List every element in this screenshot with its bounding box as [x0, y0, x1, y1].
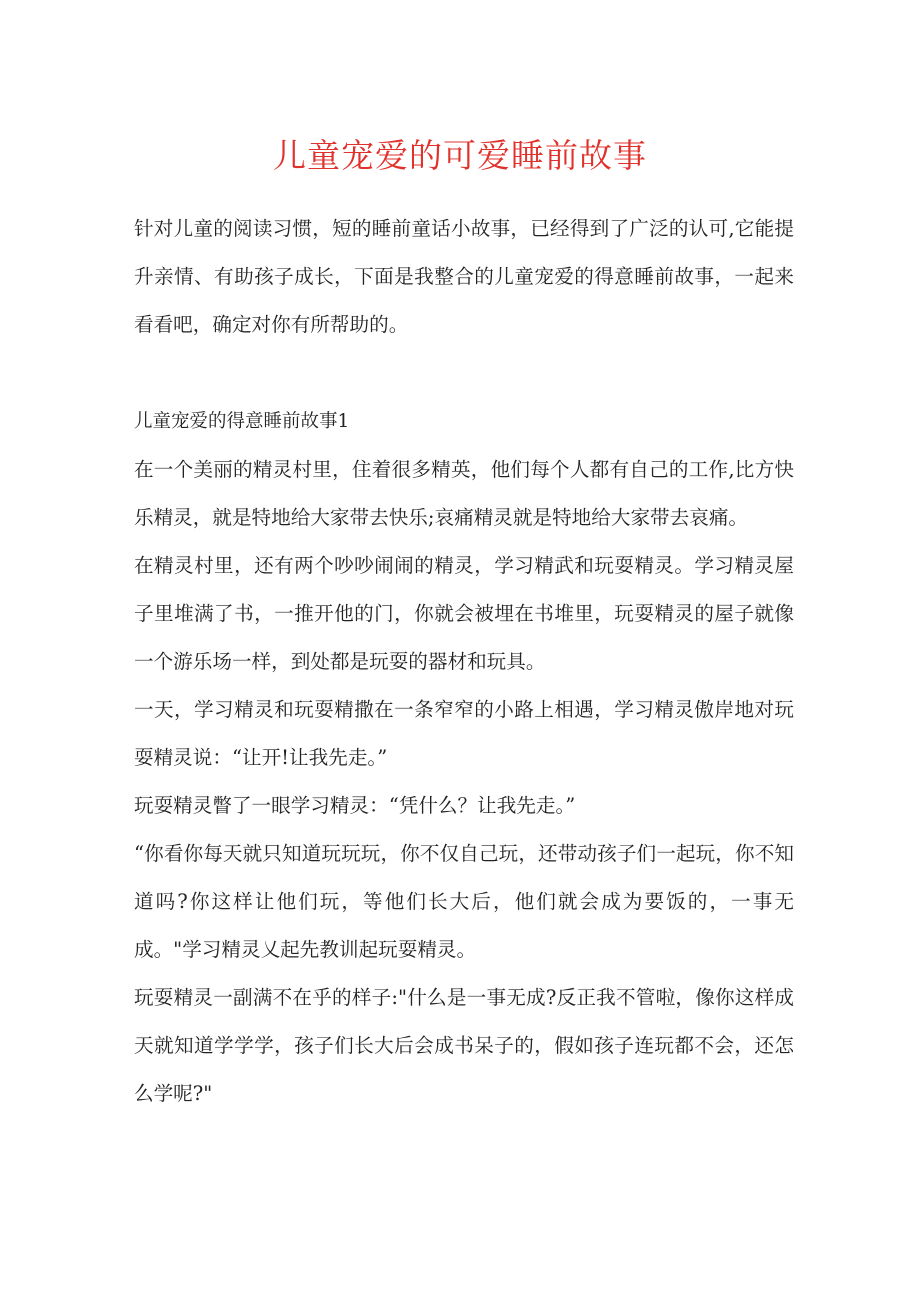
document-title: 儿童宠爱的可爱睡前故事 [273, 136, 647, 175]
story-paragraph: 一天，学习精灵和玩耍精撒在一条窄窄的小路上相遇，学习精灵傲岸地对玩耍精灵说：“让开!让我先走。” [134, 698, 794, 769]
intro-paragraph [134, 205, 794, 349]
story-paragraph: 玩耍精灵瞥了一眼学习精灵：“凭什么？让我先走。” [134, 794, 576, 817]
story-paragraph: “你看你每天就只知道玩玩玩，你不仅自己玩，还带动孩子们一起玩，你不知道吗?你这样让他们玩，等他们长大后，他们就会成为要饭的，一事无成。"学习精灵乂起先教训起玩耍精灵。 [134, 842, 794, 961]
story-section [134, 398, 794, 1118]
intro-text: 针对儿童的阅读习惯，短的睡前童话小故事，已经得到了广泛的认可,它能提升亲情、有助孩子成长，下面是我整合的儿童宠爱的得意睡前故事，一起来看看吧，确定对你有所帮助的。 [134, 217, 794, 336]
story-paragraph: 在一个美丽的精灵村里，住着很多精英，他们每个人都有自己的工作,比方快乐精灵，就是特地给大家带去快乐;哀痛精灵就是特地给大家带去哀痛。 [134, 458, 794, 529]
story-paragraph: 在精灵村里，还有两个吵吵闹闹的精灵，学习精武和玩耍精灵。学习精灵屋子里堆满了书，一推开他的门，你就会被埋在书堆里，玩耍精灵的屋子就像一个游乐场一样，到处都是玩耍的器材和玩具。 [134, 554, 794, 673]
section-heading: 儿童宠爱的得意睡前故事1 [134, 411, 350, 432]
story-paragraph: 玩耍精灵一副满不在乎的样子:"什么是一事无成?反正我不管啦，像你这样成天就知道学学学，孩子们长大后会成书呆子的，假如孩子连玩都不会，还怎么学呢?" [134, 986, 794, 1105]
